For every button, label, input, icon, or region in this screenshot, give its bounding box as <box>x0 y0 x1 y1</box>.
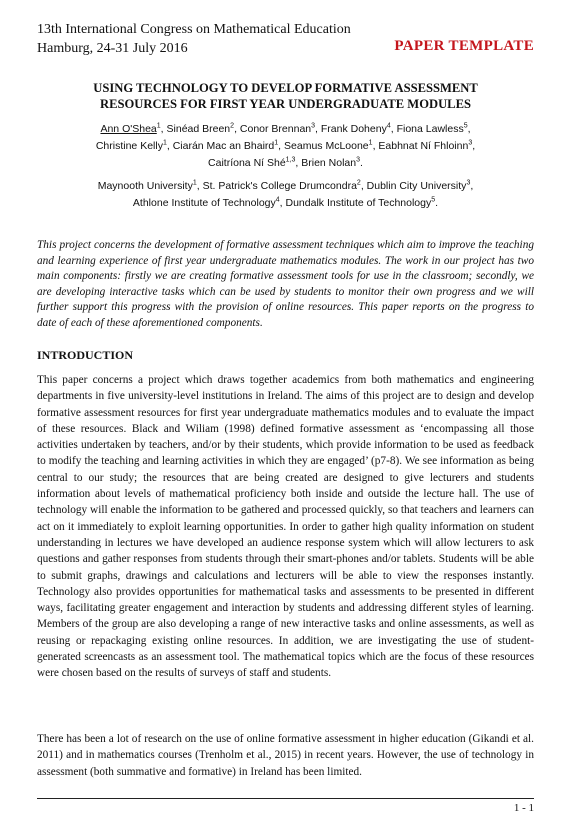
affiliation-name: Maynooth University <box>97 180 193 192</box>
affiliation-mark: 4 <box>275 196 280 204</box>
author-name: Christine Kelly <box>95 140 163 152</box>
author <box>284 140 378 152</box>
author-affiliation-mark: 3 <box>356 156 361 164</box>
author-affiliation-mark: 2 <box>230 122 235 130</box>
paper-title <box>37 80 534 112</box>
affiliation-separator: , <box>279 197 286 209</box>
intro-paragraph-1: This paper concerns a project which draws together academics from both mathematics and engineering departments in five university-level institutions in Ireland. The aims of this project are to design and develop formative assessment resources for first year undergraduate mathematics modules and to evaluate the impact of these resources. Black and Wiliam (1998) defined formative assessment as ‘encompassing all those activities undertaken by teachers, and/or by their students, which provide information to be used as feedback to modify the teaching and learning activities in which they are engaged’ (p7-8). We see information as being central to our study; the resources that are being created are designed to give lecturers and students information about levels of mathematical proficiency both inside and outside the lecture hall. The use of technology will enable the information to be gathered and processed quickly, so that teachers and learners can act on it immediately to exploit learning opportunities. In order to gather high quality information on student understanding in lectures we have developed an audience response system which will allow lecturers to ask questions and gather responses from students through their smart-phones and/or tablets. Students will be able to submit graphs, drawings and calculations and lecturers will be able to view the responses instantly. Technology also provides opportunities for mathematical tasks and assessments to be presented in different ways, facilitating greater engagement and interaction by students and addressing different styles of learning. Members of the group are also developing a range of new interactive tasks and online assessments, as well as reusing or repackaging existing online resources. In addition, we are investigating the use of student-generated screencasts as an assessment tool. The mathematical topics which are the focus of these resources were chosen based on the results of surveys of staff and students. <box>37 374 534 680</box>
conference-name: 13th International Congress on Mathematical Education <box>37 22 351 37</box>
author <box>397 123 471 135</box>
paper-template-label: PAPER TEMPLATE <box>394 38 534 54</box>
author-separator: , <box>234 123 240 135</box>
author-line-3 <box>37 155 534 172</box>
author <box>100 123 166 135</box>
author-name: Seamus McLoone <box>284 140 369 152</box>
footer-rule <box>37 798 534 799</box>
section-heading-introduction: INTRODUCTION <box>37 348 134 362</box>
author-separator: , <box>372 140 379 152</box>
author-name: Ciarán Mac an Bhaird <box>172 140 275 152</box>
author-name: Eabhnat Ní Fhloinn <box>378 140 469 152</box>
title-line-2: RESOURCES FOR FIRST YEAR UNDERGRADUATE MODULES <box>100 97 471 111</box>
author <box>173 140 284 152</box>
author-name: Conor Brennan <box>239 123 312 135</box>
author-affiliation-mark: 5 <box>463 122 468 130</box>
author <box>167 123 240 135</box>
author <box>96 140 173 152</box>
affiliation-name: Athlone Institute of Technology <box>132 197 276 209</box>
author-name: Caitríona Ní Shé <box>208 157 286 169</box>
affiliation <box>367 180 474 192</box>
author <box>321 123 397 135</box>
affiliation <box>98 180 203 192</box>
intro-paragraph-2: There has been a lot of research on the use of online formative assessment in higher education (Gikandi et al. 2011) and in mathematics courses (Trenholm et al., 2015) in recent years. However, the use of technology in assessment (both summative and formative) in Ireland has been limited. <box>37 733 534 778</box>
author <box>240 123 321 135</box>
author <box>208 157 301 169</box>
abstract: This project concerns the development of formative assessment techniques which aim to improve the teaching and learning experience of first year undergraduate mathematics modules. The work in our project has two main components: firstly we are creating formative assessment tools for use in the classroom; secondly, we are developing interactive tasks which can be used by students to monitor their own progress and we will further support this progress with the provision of online resources. This paper reports on the progress to date of each of these aforementioned components. <box>37 239 534 329</box>
author-separator: . <box>360 157 363 169</box>
affiliation <box>286 197 439 209</box>
affiliation <box>133 197 286 209</box>
author-separator: , <box>467 123 471 135</box>
affiliation-line-2 <box>37 195 534 212</box>
author-affiliation-mark: 3 <box>468 139 473 147</box>
author-affiliation-mark: 1 <box>368 139 373 147</box>
affiliation-separator: , <box>470 180 474 192</box>
author-separator: , <box>315 123 321 135</box>
author-affiliation-mark: 3 <box>311 122 316 130</box>
author-list <box>37 121 534 172</box>
author-affiliation-mark: 4 <box>386 122 391 130</box>
author-name: Ann O'Shea <box>100 123 157 135</box>
affiliation-mark: 1 <box>192 179 197 187</box>
author-separator: , <box>390 123 397 135</box>
author-name: Frank Doheny <box>320 123 387 135</box>
affiliation-name: St. Patrick's College Drumcondra <box>202 180 357 192</box>
author-affiliation-mark: 1,3 <box>285 156 296 164</box>
conference-header <box>37 20 534 58</box>
affiliation-name: Dublin City University <box>366 180 467 192</box>
page-number: 1 - 1 <box>513 802 534 814</box>
author-name: Sinéad Breen <box>166 123 231 135</box>
affiliation-mark: 2 <box>356 179 361 187</box>
affiliation-separator: , <box>360 180 367 192</box>
author-affiliation-mark: 1 <box>156 122 161 130</box>
author-separator: , <box>472 140 476 152</box>
affiliation-line-1 <box>37 178 534 195</box>
author-separator: , <box>278 140 285 152</box>
affiliation-list <box>37 178 534 212</box>
affiliation-mark: 3 <box>466 179 471 187</box>
author-separator: , <box>295 157 302 169</box>
affiliation-separator: , <box>196 180 203 192</box>
author <box>378 140 475 152</box>
author-separator: , <box>160 123 167 135</box>
author-name: Fiona Lawless <box>396 123 464 135</box>
title-line-1: USING TECHNOLOGY TO DEVELOP FORMATIVE ASSESSMENT <box>93 81 478 95</box>
affiliation-separator: . <box>435 197 439 209</box>
affiliation-name: Dundalk Institute of Technology <box>285 197 432 209</box>
author-affiliation-mark: 1 <box>162 139 167 147</box>
affiliation-mark: 5 <box>431 196 436 204</box>
affiliation <box>203 180 367 192</box>
author-affiliation-mark: 1 <box>274 139 279 147</box>
author <box>301 157 363 169</box>
author-name: Brien Nolan <box>301 157 357 169</box>
author-line-2 <box>37 138 534 155</box>
author-line-1 <box>37 121 534 138</box>
conference-info <box>37 20 351 58</box>
conference-location-date: Hamburg, 24-31 July 2016 <box>37 41 188 56</box>
author-separator: , <box>166 140 173 152</box>
